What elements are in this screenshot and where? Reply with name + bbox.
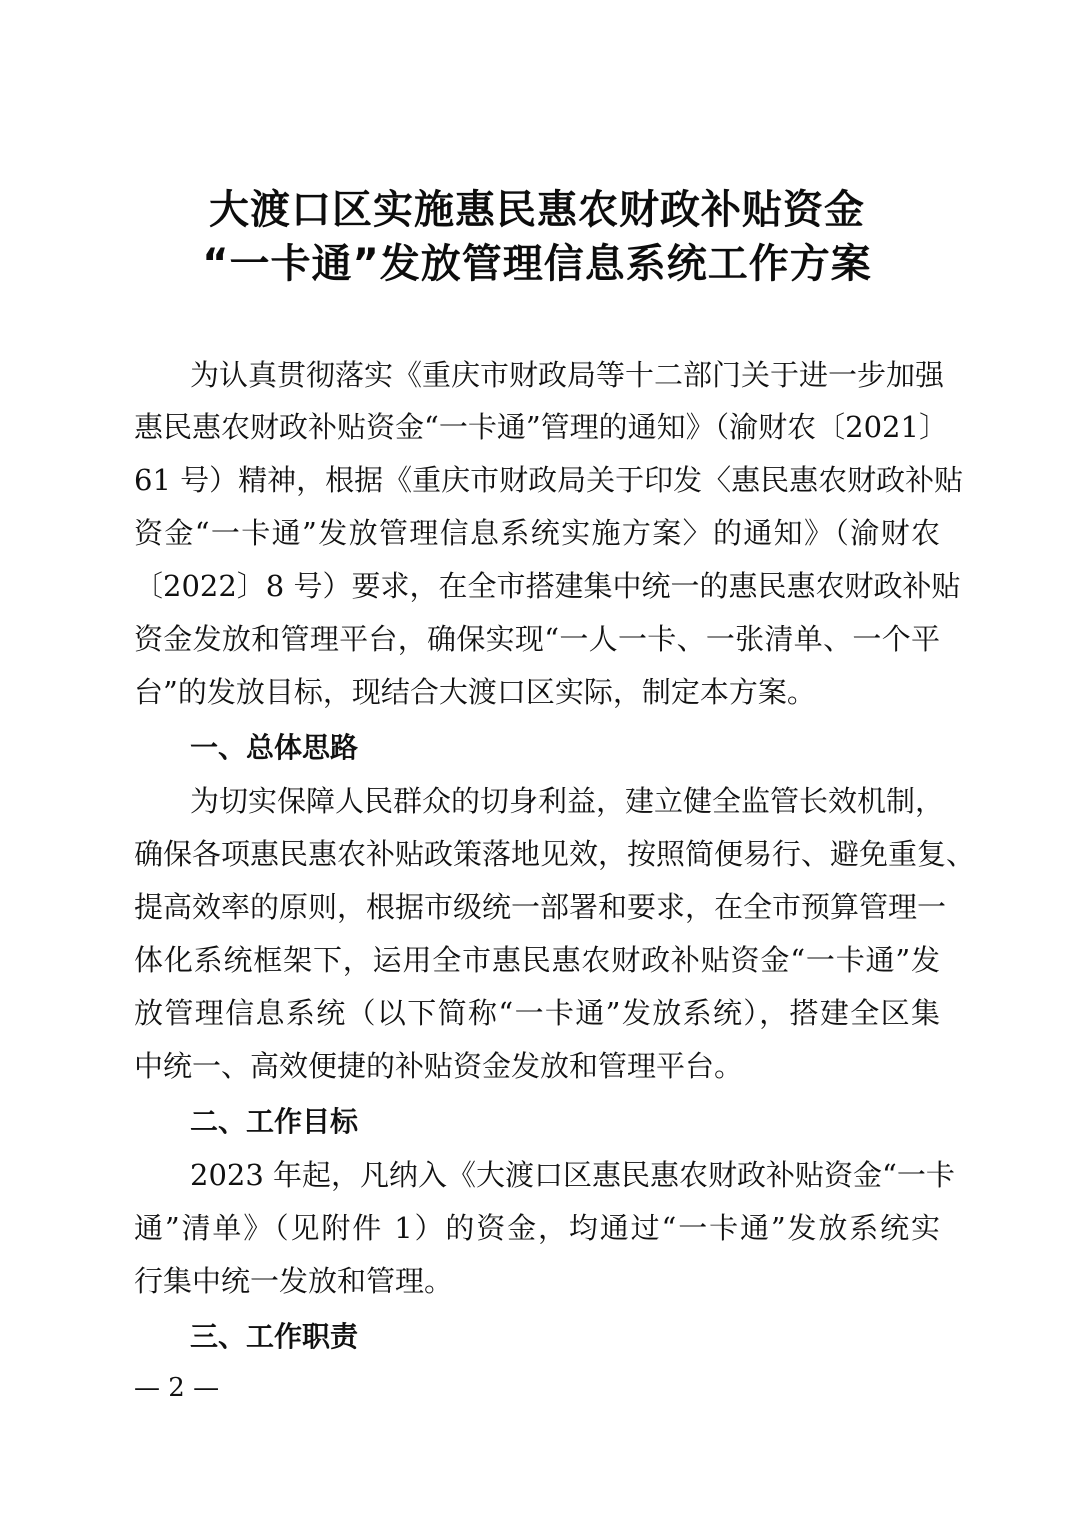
section-line: 确保各项惠民惠农补贴政策落地见效，按照简便易行、避免重复、 [134,837,976,871]
intro-line: 资金“一卡通”发放管理信息系统实施方案〉的通知》（渝财农 [134,516,940,550]
section-heading: 一、总体思路 [190,731,359,764]
document-title-line-2: “一卡通”发放管理信息系统工作方案 [202,241,872,287]
section-line: 中统一、高效便捷的补贴资金发放和管理平台。 [134,1049,744,1083]
section-line: 体化系统框架下，运用全市惠民惠农财政补贴资金“一卡通”发 [134,943,940,977]
intro-line: 〔2022〕8 号）要求，在全市搭建集中统一的惠民惠农财政补贴 [134,569,961,603]
intro-line: 惠民惠农财政补贴资金“一卡通”管理的通知》（渝财农〔2021〕 [134,410,948,444]
section-line: 为切实保障人民群众的切身利益，建立健全监管长效机制， [190,784,945,818]
page-number: — 2 — [134,1373,220,1403]
section-line: 放管理信息系统（以下简称“一卡通”发放系统），搭建全区集 [134,996,940,1030]
intro-line: 台”的发放目标，现结合大渡口区实际，制定本方案。 [134,675,816,709]
intro-line: 为认真贯彻落实《重庆市财政局等十二部门关于进一步加强 [190,358,945,392]
section-line: 通”清单》（见附件 1）的资金，均通过“一卡通”发放系统实 [134,1211,940,1245]
section-line: 行集中统一发放和管理。 [134,1264,454,1298]
document-title-line-1: 大渡口区实施惠民惠农财政补贴资金 [209,187,865,233]
section-heading: 三、工作职责 [190,1320,359,1353]
section-line: 2023 年起，凡纳入《大渡口区惠民惠农财政补贴资金“一卡 [190,1158,955,1192]
section-line: 提高效率的原则，根据市级统一部署和要求，在全市预算管理一 [134,890,947,924]
intro-line: 61 号）精神，根据《重庆市财政局关于印发〈惠民惠农财政补贴 [134,463,964,497]
intro-line: 资金发放和管理平台，确保实现“一人一卡、一张清单、一个平 [134,622,940,656]
section-heading: 二、工作目标 [190,1105,359,1138]
